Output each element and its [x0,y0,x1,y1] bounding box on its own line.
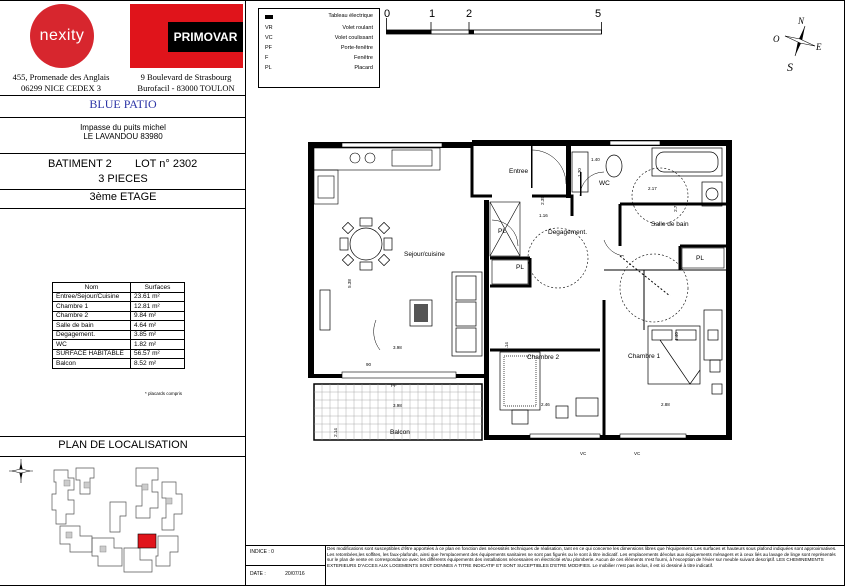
legend-item: VC Volet coulissant [265,35,373,41]
compass-small-icon [8,458,34,484]
table-row: Chambre 2 9.84 m² [53,311,185,321]
dimension-label: 3.98 [393,403,402,408]
localisation-title: PLAN DE LOCALISATION [58,439,188,451]
dimension-label: 1.16 [539,213,548,218]
table-row: Balcon 8.52 m² [53,359,185,369]
window-label-vc: VC [580,451,587,456]
primovar-logo: PRIMOVAR [130,4,243,68]
legend-item: Tableau électrique [263,13,375,21]
room-label-chambre1: Chambre 1 [628,353,661,360]
surfaces-table [52,282,185,369]
dimension-label: 1.30 [576,168,582,177]
scale-tick-label: 0 [384,8,391,20]
nexity-address: 455, Promenade des Anglais 06299 NICE CEDEX 3 [12,72,110,93]
room-label-degagement: Degagement. [548,229,588,236]
scale-tick-label: 2 [466,8,473,20]
electric-panel-icon [265,15,273,19]
disclaimer-text: Des modifications sont susceptibles d'être apportées à ce plan en fonction des nécessités techniques de réalisation, tant en ce qui concerne les dimensions libres que l'équipement. Les surfaces et hauteurs sous plafond indiquées sont approximatives. Les retombées,les soffites, les faux-plafonds, ainsi que l'emplacement des équipements sanitaires ne sont pas figurés ou le sont à titre indicatif. Les emplacements dévolus aux équipements ménagers et à ceux liés au lavage de linge sont représentés sur le plan de vente en correspondance avec les différents équipements des installations nécessaires en électricité et/ou plomberie. Aucun de ces éléments n'est fourni, à l'exception de l'évier sur meuble suivant descriptif. LES CHEMINEMENTS EXTERIEURS D'ACCES AUX LOGEMENTS SONT DONNES A TITRE INDICATIF ET SONT SUCEPTIBLES D'ETRE MODIFIES. Le mobilier n'est pas inclus, il est ici dessiné à titre indicatif. [327,546,837,568]
room-label-balcon: Balcon [390,429,410,436]
dimension-label: 2.46 [541,402,550,407]
indice-field: INDICE : 0 [250,549,274,555]
room-label-sejour: Sejour/cuisine [404,251,445,258]
window-label-vc: VC [634,451,641,456]
dimension-label: 5.38 [346,279,352,288]
dimension-label: 2.17 [648,186,657,191]
legend-item: F Fenêtre [265,55,373,61]
scale-tick-label: 1 [429,8,436,20]
dimension-label: 2.14 [332,428,338,437]
date-field: DATE : 20/07/16 [250,571,305,577]
site-map [40,462,200,580]
table-row: Entree/Sejour/Cuisine 23.61 m² [53,292,185,302]
project-address: Impasse du puits michel LE LAVANDOU 83980 [80,123,166,141]
legend-item: VR Volet roulant [265,25,373,31]
project-name: BLUE PATIO [89,97,157,111]
dimension-label: 2.88 [661,402,670,407]
dimension-label: 90 [366,362,372,367]
floor-label: 3ème ETAGE [89,191,157,203]
primovar-address: 9 Boulevard de Strasbourg Burofacil - 83000 TOULON [137,72,235,93]
table-row: Salle de bain 4.64 m² [53,321,185,331]
floor-plan [300,135,740,445]
table-row: WC 1.82 m² [53,340,185,350]
nexity-logo: nexity [30,4,94,68]
table-row: SURFACE HABITABLE 56.57 m² [53,349,185,359]
dimension-label: 3.98 [393,345,402,350]
closet-label: PL [516,264,524,271]
dimension-label: 4.14 [503,342,509,351]
room-label-entree: Entree [509,168,529,175]
table-row: Degagement. 3.85 m² [53,330,185,340]
closet-label: PL [498,228,506,235]
window-label-pf: PF [391,383,397,388]
legend-item: PL Placard [265,65,373,71]
building-label: BATIMENT 2 [48,158,112,170]
room-label-sdb: Salle de bain [651,221,689,228]
table-header: Nom Surfaces [53,283,185,293]
dimension-label: 2.35 [539,196,545,205]
legend-box [258,8,380,88]
room-label-chambre2: Chambre 2 [527,354,560,361]
closet-label: PL [696,255,704,262]
room-label-wc: WC [599,180,610,187]
compass-rose-icon [783,24,817,58]
dimension-label: 2.79 [672,203,678,212]
surfaces-footnote: * placards compris [145,391,183,396]
rooms-label: 3 PIECES [98,173,148,185]
table-row: Chambre 1 12.81 m² [53,302,185,312]
scale-tick-label: 5 [595,8,602,20]
dimension-label: 1.40 [591,157,600,162]
title-block [0,0,246,586]
legend-item: PF Porte-fenêtre [265,45,373,51]
lot-label: LOT n° 2302 [135,158,198,170]
dimension-label: 4.40 [673,332,679,341]
